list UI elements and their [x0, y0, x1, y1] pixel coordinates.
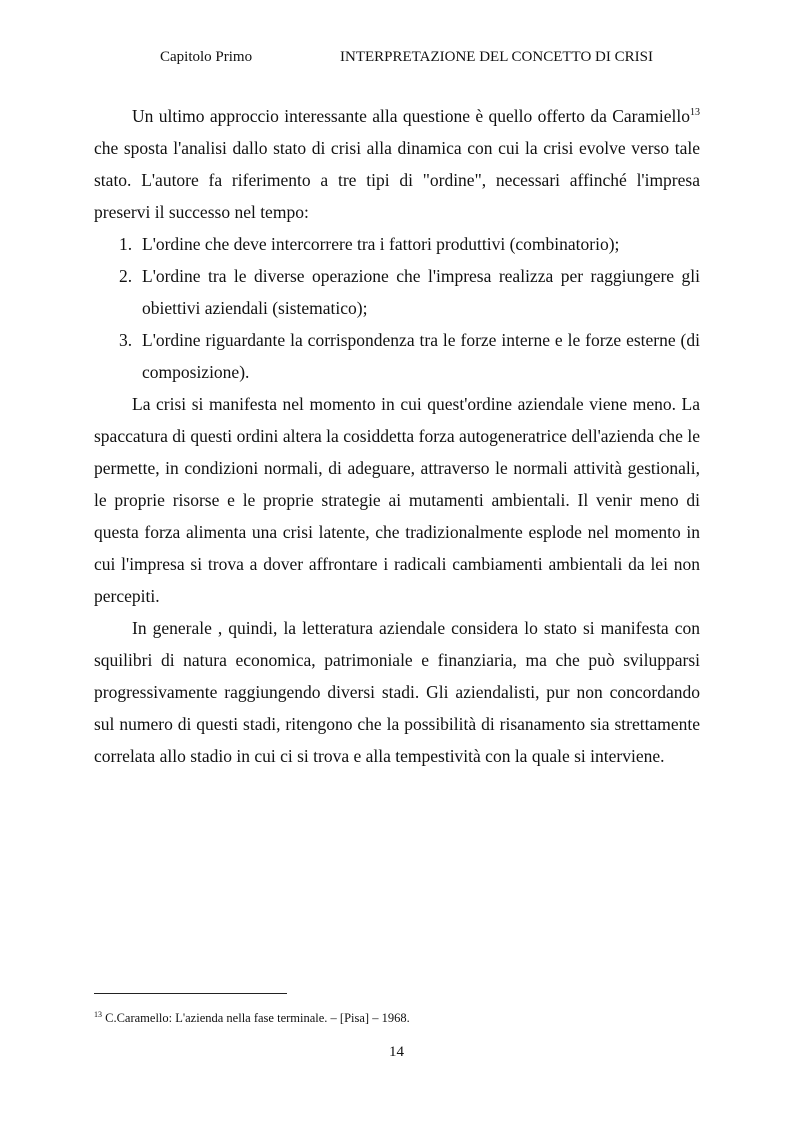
list-item-number: 2.	[119, 266, 133, 286]
footnote-number: 13	[94, 1009, 102, 1019]
footnote	[94, 1011, 410, 1026]
paragraph-text: che sposta l'analisi dallo stato di crisi alla dinamica con cui la crisi evolve verso tale stato. L'autore fa riferimento a tre tipi di "ordine", necessari affinché l'impresa preservi il successo nel tempo:	[94, 138, 700, 222]
running-header-title: INTERPRETAZIONE DEL CONCETTO DI CRISI	[340, 49, 653, 65]
body-text	[94, 100, 700, 772]
footnote-separator	[94, 993, 287, 994]
list-item-text: L'ordine riguardante la corrispondenza tra le forze interne e le forze esterne (di composizione).	[142, 330, 700, 382]
list-item-number: 1.	[119, 234, 133, 254]
list-item	[94, 260, 700, 324]
footnote-text: C.Caramello: L'azienda nella fase terminale. – [Pisa] – 1968.	[102, 1011, 410, 1025]
list-item-text: L'ordine tra le diverse operazione che l'impresa realizza per raggiungere gli obiettivi aziendali (sistematico);	[142, 266, 700, 318]
paragraph-text: Un ultimo approccio interessante alla questione è quello offerto da Caramiello	[132, 106, 690, 126]
list-item	[94, 324, 700, 388]
paragraph-caramiello	[94, 100, 700, 228]
list-item-number: 3.	[119, 330, 133, 350]
paragraph-general: In generale , quindi, la letteratura aziendale considera lo stato si manifesta con squilibri di natura economica, patrimoniale e finanziaria, ma che può svilupparsi progressivamente raggiungendo diversi stadi. Gli aziendalisti, pur non concordando sul numero di questi stadi, ritengono che la possibilità di risanamento sia strettamente correlata allo stadio in cui ci si trova e alla tempestività con la quale si interviene.	[94, 618, 700, 766]
page-number: 14	[389, 1044, 404, 1060]
list-item	[94, 228, 700, 260]
paragraph-crisis: La crisi si manifesta nel momento in cui quest'ordine aziendale viene meno. La spaccatura di questi ordini altera la cosiddetta forza autogeneratrice dell'azienda che le permette, in condizioni normali, di adeguare, attraverso le normali attività gestionali, le proprie risorse e le proprie strategie ai mutamenti ambientali. Il venir meno di questa forza alimenta una crisi latente, che tradizionalmente esplode nel momento in cui l'impresa si trova a dover affrontare i radicali cambiamenti ambientali da lei non percepiti.	[94, 394, 700, 606]
footnote-reference[interactable]: 13	[690, 107, 700, 119]
running-header-chapter: Capitolo Primo	[160, 49, 253, 65]
list-item-text: L'ordine che deve intercorrere tra i fattori produttivi (combinatorio);	[142, 234, 620, 254]
ordered-list	[94, 228, 700, 388]
